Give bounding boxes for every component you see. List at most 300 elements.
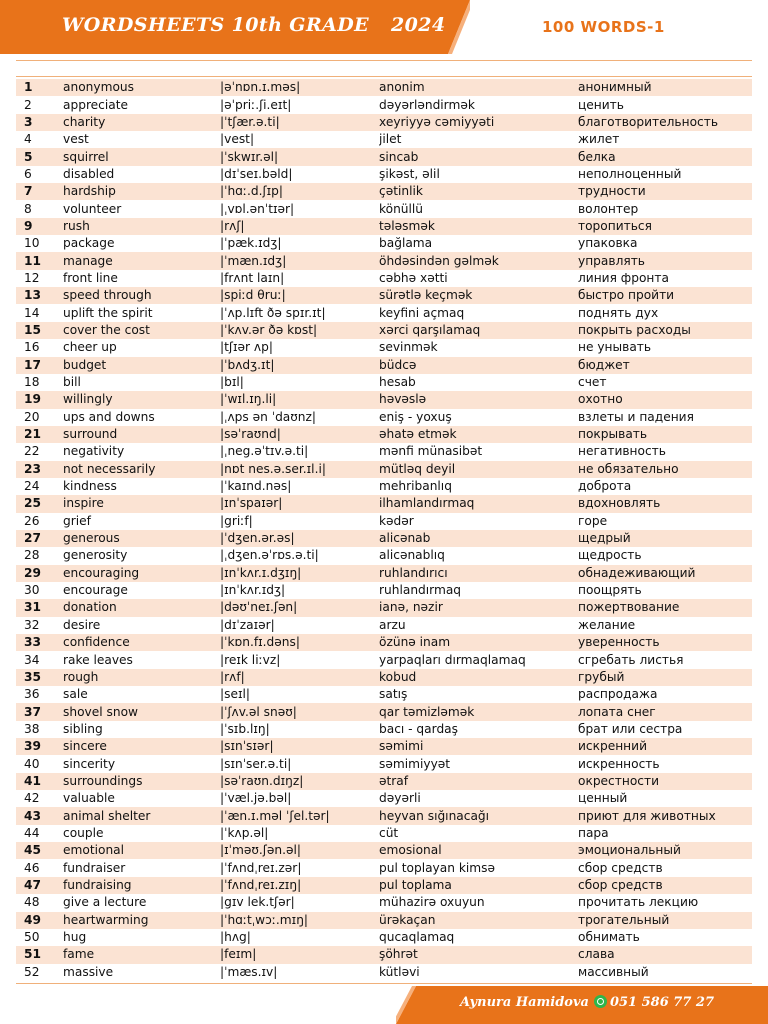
pronunciation: |əˈpriː.ʃi.eɪt| bbox=[220, 97, 292, 112]
russian-translation: желание bbox=[578, 617, 636, 632]
word-number: 51 bbox=[16, 946, 63, 963]
russian-translation: доброта bbox=[578, 479, 632, 494]
azerbaijani-translation: özünə inam bbox=[379, 634, 578, 651]
table-row bbox=[16, 547, 752, 564]
azerbaijani-translation: büdcə bbox=[379, 357, 578, 374]
azerbaijani-translation: tələsmək bbox=[379, 218, 578, 235]
russian-translation: покрыть расходы bbox=[578, 322, 752, 339]
word-number: 8 bbox=[24, 201, 32, 216]
russian-translation: эмоциональный bbox=[578, 842, 752, 859]
pronunciation: |ˈtʃær.ə.ti| bbox=[220, 114, 379, 131]
russian-translation: управлять bbox=[578, 252, 752, 269]
azerbaijani-translation: səmimi bbox=[379, 738, 578, 755]
russian-translation: искренность bbox=[578, 756, 660, 771]
word-number: 16 bbox=[24, 340, 40, 355]
table-row bbox=[16, 443, 752, 460]
table-row bbox=[16, 166, 752, 183]
pronunciation: |ˈkʌp.əl| bbox=[220, 825, 269, 840]
english-word: grief bbox=[63, 513, 91, 528]
azerbaijani-translation: emosional bbox=[379, 842, 578, 859]
russian-translation: взлеты и падения bbox=[578, 409, 694, 424]
table-row bbox=[16, 374, 752, 391]
table-row bbox=[16, 79, 752, 96]
page-title bbox=[62, 14, 446, 36]
russian-translation: сбор средств bbox=[578, 877, 752, 894]
azerbaijani-translation: çətinlik bbox=[379, 183, 578, 200]
word-number: 2 bbox=[24, 97, 32, 112]
english-word: hug bbox=[63, 930, 87, 945]
english-word: surroundings bbox=[63, 773, 220, 790]
azerbaijani-translation: qar təmizləmək bbox=[379, 703, 578, 720]
table-row bbox=[16, 599, 752, 616]
azerbaijani-translation: səmimiyyət bbox=[379, 756, 451, 771]
russian-translation: анонимный bbox=[578, 79, 752, 96]
pronunciation: |ˈfʌndˌreɪ.zɪŋ| bbox=[220, 877, 379, 894]
whatsapp-icon bbox=[594, 995, 607, 1008]
word-number: 43 bbox=[16, 807, 63, 824]
word-number: 15 bbox=[16, 322, 63, 339]
russian-translation: бюджет bbox=[578, 357, 752, 374]
table-row bbox=[16, 565, 752, 582]
english-word: uplift the spirit bbox=[63, 305, 153, 320]
russian-translation: ценить bbox=[578, 97, 624, 112]
russian-translation: лопата снег bbox=[578, 703, 752, 720]
russian-translation: брат или сестра bbox=[578, 721, 683, 736]
table-row bbox=[16, 686, 752, 703]
table-row bbox=[16, 669, 752, 686]
azerbaijani-translation: mənfi münasibət bbox=[379, 444, 483, 459]
table-row bbox=[16, 807, 752, 824]
russian-translation: охотно bbox=[578, 391, 752, 408]
english-word: not necessarily bbox=[63, 461, 220, 478]
table-row bbox=[16, 859, 752, 876]
azerbaijani-translation: dəyərləndirmək bbox=[379, 97, 475, 112]
azerbaijani-translation: alicənablıq bbox=[379, 548, 445, 563]
english-word: front line bbox=[63, 270, 118, 285]
russian-translation: грубый bbox=[578, 669, 752, 686]
word-number: 21 bbox=[16, 426, 63, 443]
english-word: cover the cost bbox=[63, 322, 220, 339]
english-word: disabled bbox=[63, 166, 115, 181]
english-word: massive bbox=[63, 964, 114, 979]
azerbaijani-translation: anonim bbox=[379, 79, 578, 96]
footer-credit bbox=[460, 995, 714, 1010]
table-row bbox=[16, 721, 752, 738]
pronunciation: |səˈraʊnd| bbox=[220, 426, 379, 443]
pronunciation: |hʌg| bbox=[220, 930, 251, 945]
english-word: squirrel bbox=[63, 148, 220, 165]
russian-translation: окрестности bbox=[578, 773, 752, 790]
word-number: 3 bbox=[16, 114, 63, 131]
table-row bbox=[16, 703, 752, 720]
english-word: rough bbox=[63, 669, 220, 686]
pronunciation: |bɪl| bbox=[220, 375, 244, 390]
table-row bbox=[16, 304, 752, 321]
pronunciation: |seɪl| bbox=[220, 687, 250, 702]
pronunciation: |ˈbʌdʒ.ɪt| bbox=[220, 357, 379, 374]
russian-translation: поощрять bbox=[578, 583, 642, 598]
azerbaijani-translation: həvəslə bbox=[379, 391, 578, 408]
pronunciation: |rʌʃ| bbox=[220, 218, 379, 235]
word-number: 49 bbox=[16, 912, 63, 929]
russian-translation: щедрость bbox=[578, 548, 642, 563]
word-number: 27 bbox=[16, 530, 63, 547]
english-word: bill bbox=[63, 375, 81, 390]
word-number: 28 bbox=[24, 548, 40, 563]
word-number: 9 bbox=[16, 218, 63, 235]
table-row bbox=[16, 252, 752, 269]
english-word: donation bbox=[63, 599, 220, 616]
page-subtitle: 100 WORDS-1 bbox=[542, 18, 665, 36]
azerbaijani-translation: hesab bbox=[379, 375, 416, 390]
table-row bbox=[16, 235, 752, 252]
english-word: vest bbox=[63, 132, 89, 147]
english-word: desire bbox=[63, 617, 101, 632]
english-word: fundraiser bbox=[63, 860, 126, 875]
english-word: negativity bbox=[63, 444, 125, 459]
russian-translation: сгребать листья bbox=[578, 652, 684, 667]
azerbaijani-translation: ruhlandırıcı bbox=[379, 565, 578, 582]
azerbaijani-translation: ianə, nəzir bbox=[379, 599, 578, 616]
pronunciation: |ˈdʒen.ər.əs| bbox=[220, 530, 379, 547]
pronunciation: |gɪv lek.tʃər| bbox=[220, 895, 295, 910]
word-number: 34 bbox=[24, 652, 40, 667]
russian-translation: прочитать лекцию bbox=[578, 895, 699, 910]
vocabulary-rows bbox=[16, 79, 752, 981]
word-number: 13 bbox=[16, 287, 63, 304]
word-number: 32 bbox=[24, 617, 40, 632]
russian-translation: упаковка bbox=[578, 236, 638, 251]
russian-translation: уверенность bbox=[578, 634, 752, 651]
pronunciation: |ˈhɑːtˌwɔː.mɪŋ| bbox=[220, 912, 379, 929]
azerbaijani-translation: xərci qarşılamaq bbox=[379, 322, 578, 339]
title-text: WORDSHEETS 10th GRADE bbox=[62, 14, 370, 36]
pronunciation: |ˈmæs.ɪv| bbox=[220, 964, 278, 979]
english-word: encouraging bbox=[63, 565, 220, 582]
word-number: 25 bbox=[16, 495, 63, 512]
author-name: Aynura Hamidova bbox=[460, 995, 589, 1010]
table-row bbox=[16, 582, 752, 599]
english-word: rake leaves bbox=[63, 652, 133, 667]
russian-translation: вдохновлять bbox=[578, 495, 752, 512]
english-word: kindness bbox=[63, 479, 117, 494]
phone-number: 051 586 77 27 bbox=[609, 995, 714, 1010]
azerbaijani-translation: öhdəsindən gəlmək bbox=[379, 252, 578, 269]
english-word: generous bbox=[63, 530, 220, 547]
azerbaijani-translation: pul toplama bbox=[379, 877, 578, 894]
pronunciation: |ˈvæl.jə.bəl| bbox=[220, 791, 292, 806]
english-word: anonymous bbox=[63, 79, 220, 96]
table-row bbox=[16, 773, 752, 790]
azerbaijani-translation: şöhrət bbox=[379, 946, 578, 963]
russian-translation: не унывать bbox=[578, 340, 652, 355]
word-number: 36 bbox=[24, 687, 40, 702]
russian-translation: обнимать bbox=[578, 930, 640, 945]
azerbaijani-translation: qucaqlamaq bbox=[379, 930, 455, 945]
pronunciation: |səˈraʊn.dɪŋz| bbox=[220, 773, 379, 790]
pronunciation: |nɒt nes.ə.ser.ɪl.i| bbox=[220, 461, 379, 478]
azerbaijani-translation: keyfini açmaq bbox=[379, 305, 465, 320]
pronunciation: |vest| bbox=[220, 132, 255, 147]
pronunciation: |ˈmæn.ɪdʒ| bbox=[220, 252, 379, 269]
table-row bbox=[16, 478, 752, 495]
pronunciation: |ˌʌps ən ˈdaʊnz| bbox=[220, 409, 317, 424]
pronunciation: |dəʊˈneɪ.ʃən| bbox=[220, 599, 379, 616]
table-row bbox=[16, 634, 752, 651]
table-row bbox=[16, 842, 752, 859]
vocabulary-table bbox=[16, 79, 752, 981]
pronunciation: |ˈsɪb.lɪŋ| bbox=[220, 721, 270, 736]
table-row bbox=[16, 391, 752, 408]
word-number: 6 bbox=[24, 166, 32, 181]
word-number: 45 bbox=[16, 842, 63, 859]
english-word: give a lecture bbox=[63, 895, 147, 910]
azerbaijani-translation: mühazirə oxuyun bbox=[379, 895, 485, 910]
russian-translation: поднять дух bbox=[578, 305, 659, 320]
russian-translation: массивный bbox=[578, 964, 649, 979]
word-number: 10 bbox=[24, 236, 40, 251]
word-number: 31 bbox=[16, 599, 63, 616]
table-row bbox=[16, 651, 752, 668]
word-number: 1 bbox=[16, 79, 63, 96]
english-word: generosity bbox=[63, 548, 128, 563]
word-number: 35 bbox=[16, 669, 63, 686]
pronunciation: |ˈskwɪr.əl| bbox=[220, 148, 379, 165]
russian-translation: белка bbox=[578, 148, 752, 165]
word-number: 17 bbox=[16, 357, 63, 374]
word-number: 48 bbox=[24, 895, 40, 910]
table-row bbox=[16, 825, 752, 842]
english-word: sale bbox=[63, 687, 88, 702]
pronunciation: |ˈfʌndˌreɪ.zər| bbox=[220, 860, 302, 875]
table-row bbox=[16, 790, 752, 807]
russian-translation: не обязательно bbox=[578, 461, 752, 478]
english-word: confidence bbox=[63, 634, 220, 651]
table-row bbox=[16, 357, 752, 374]
russian-translation: горе bbox=[578, 513, 608, 528]
azerbaijani-translation: bağlama bbox=[379, 236, 433, 251]
russian-translation: благотворительность bbox=[578, 114, 752, 131]
table-row bbox=[16, 322, 752, 339]
pronunciation: |sɪnˈsɪər| bbox=[220, 738, 379, 755]
azerbaijani-translation: bacı - qardaş bbox=[379, 721, 458, 736]
word-number: 30 bbox=[24, 583, 40, 598]
azerbaijani-translation: sincab bbox=[379, 148, 578, 165]
english-word: hardship bbox=[63, 183, 220, 200]
table-row bbox=[16, 495, 752, 512]
table-top-divider bbox=[16, 76, 752, 77]
table-row bbox=[16, 964, 752, 981]
azerbaijani-translation: sürətlə keçmək bbox=[379, 287, 578, 304]
pronunciation: |ɪnˈspaɪər| bbox=[220, 495, 379, 512]
azerbaijani-translation: satış bbox=[379, 687, 408, 702]
table-row bbox=[16, 877, 752, 894]
word-number: 24 bbox=[24, 479, 40, 494]
word-number: 46 bbox=[24, 860, 40, 875]
english-word: shovel snow bbox=[63, 703, 220, 720]
title-year: 2024 bbox=[391, 14, 446, 36]
word-number: 7 bbox=[16, 183, 63, 200]
pronunciation: |dɪˈseɪ.bəld| bbox=[220, 166, 293, 181]
table-row bbox=[16, 183, 752, 200]
azerbaijani-translation: pul toplayan kimsə bbox=[379, 860, 495, 875]
bottom-divider bbox=[16, 983, 752, 984]
english-word: charity bbox=[63, 114, 220, 131]
pronunciation: |feɪm| bbox=[220, 946, 379, 963]
pronunciation: |tʃɪər ʌp| bbox=[220, 340, 273, 355]
table-row bbox=[16, 426, 752, 443]
table-row bbox=[16, 894, 752, 911]
english-word: sincerity bbox=[63, 756, 116, 771]
english-word: heartwarming bbox=[63, 912, 220, 929]
table-row bbox=[16, 530, 752, 547]
azerbaijani-translation: şikəst, əlil bbox=[379, 166, 440, 181]
azerbaijani-translation: kobud bbox=[379, 669, 578, 686]
pronunciation: |ɪnˈkʌr.ɪdʒ| bbox=[220, 583, 286, 598]
english-word: budget bbox=[63, 357, 220, 374]
pronunciation: |əˈnɒn.ɪ.məs| bbox=[220, 79, 379, 96]
table-row bbox=[16, 287, 752, 304]
table-row bbox=[16, 617, 752, 634]
azerbaijani-translation: xeyriyyə cəmiyyəti bbox=[379, 114, 578, 131]
word-number: 29 bbox=[16, 565, 63, 582]
russian-translation: сбор средств bbox=[578, 860, 663, 875]
azerbaijani-translation: dəyərli bbox=[379, 791, 421, 806]
russian-translation: быстро пройти bbox=[578, 287, 752, 304]
russian-translation: линия фронта bbox=[578, 270, 669, 285]
english-word: volunteer bbox=[63, 201, 122, 216]
azerbaijani-translation: mehribanlıq bbox=[379, 479, 452, 494]
azerbaijani-translation: ətraf bbox=[379, 773, 578, 790]
pronunciation: |reɪk liːvz| bbox=[220, 652, 281, 667]
azerbaijani-translation: ürəkaçan bbox=[379, 912, 578, 929]
word-number: 18 bbox=[24, 375, 40, 390]
russian-translation: пожертвование bbox=[578, 599, 752, 616]
english-word: rush bbox=[63, 218, 220, 235]
word-number: 39 bbox=[16, 738, 63, 755]
azerbaijani-translation: ilhamlandırmaq bbox=[379, 495, 578, 512]
pronunciation: |spiːd θruː| bbox=[220, 287, 379, 304]
russian-translation: обнадеживающий bbox=[578, 565, 752, 582]
english-word: package bbox=[63, 236, 115, 251]
word-number: 42 bbox=[24, 791, 40, 806]
azerbaijani-translation: mütləq deyil bbox=[379, 461, 578, 478]
english-word: fundraising bbox=[63, 877, 220, 894]
table-row bbox=[16, 96, 752, 113]
pronunciation: |sɪnˈser.ə.ti| bbox=[220, 756, 292, 771]
english-word: sincere bbox=[63, 738, 220, 755]
word-number: 33 bbox=[16, 634, 63, 651]
pronunciation: |ˈæn.ɪ.məl ˈʃel.tər| bbox=[220, 807, 379, 824]
pronunciation: |ˈhɑː.d.ʃɪp| bbox=[220, 183, 379, 200]
table-row bbox=[16, 218, 752, 235]
russian-translation: приют для животных bbox=[578, 807, 752, 824]
pronunciation: |rʌf| bbox=[220, 669, 379, 686]
top-divider bbox=[16, 60, 752, 61]
azerbaijani-translation: ruhlandırmaq bbox=[379, 583, 462, 598]
russian-translation: пара bbox=[578, 825, 609, 840]
russian-translation: неполноценный bbox=[578, 166, 682, 181]
english-word: ups and downs bbox=[63, 409, 155, 424]
word-number: 19 bbox=[16, 391, 63, 408]
english-word: emotional bbox=[63, 842, 220, 859]
russian-translation: распродажа bbox=[578, 687, 658, 702]
pronunciation: |ɪnˈkʌr.ɪ.dʒɪŋ| bbox=[220, 565, 379, 582]
table-row bbox=[16, 912, 752, 929]
azerbaijani-translation: eniş - yoxuş bbox=[379, 409, 452, 424]
pronunciation: |ˈkaɪnd.nəs| bbox=[220, 479, 292, 494]
russian-translation: жилет bbox=[578, 132, 620, 147]
word-number: 52 bbox=[24, 964, 40, 979]
azerbaijani-translation: cəbhə xətti bbox=[379, 270, 448, 285]
russian-translation: ценный bbox=[578, 791, 628, 806]
russian-translation: щедрый bbox=[578, 530, 752, 547]
english-word: encourage bbox=[63, 583, 128, 598]
pronunciation: |griːf| bbox=[220, 513, 253, 528]
english-word: willingly bbox=[63, 391, 220, 408]
word-number: 38 bbox=[24, 721, 40, 736]
azerbaijani-translation: yarpaqları dırmaqlamaq bbox=[379, 652, 526, 667]
table-row bbox=[16, 929, 752, 946]
russian-translation: слава bbox=[578, 946, 752, 963]
pronunciation: |ɪˈməʊ.ʃən.əl| bbox=[220, 842, 379, 859]
pronunciation: |ˈʌp.lɪft ðə spɪr.ɪt| bbox=[220, 305, 326, 320]
table-row bbox=[16, 114, 752, 131]
word-number: 50 bbox=[24, 930, 40, 945]
russian-translation: счет bbox=[578, 375, 607, 390]
english-word: valuable bbox=[63, 791, 115, 806]
english-word: cheer up bbox=[63, 340, 117, 355]
azerbaijani-translation: jilet bbox=[379, 132, 402, 147]
russian-translation: торопиться bbox=[578, 218, 752, 235]
word-number: 22 bbox=[24, 444, 40, 459]
azerbaijani-translation: kədər bbox=[379, 513, 414, 528]
azerbaijani-translation: cüt bbox=[379, 825, 399, 840]
english-word: animal shelter bbox=[63, 807, 220, 824]
russian-translation: волонтер bbox=[578, 201, 639, 216]
word-number: 26 bbox=[24, 513, 40, 528]
english-word: couple bbox=[63, 825, 104, 840]
pronunciation: |dɪˈzaɪər| bbox=[220, 617, 275, 632]
azerbaijani-translation: sevinmək bbox=[379, 340, 438, 355]
pronunciation: |ˈpæk.ɪdʒ| bbox=[220, 236, 282, 251]
table-row bbox=[16, 409, 752, 426]
word-number: 14 bbox=[24, 305, 40, 320]
word-number: 4 bbox=[24, 132, 32, 147]
english-word: sibling bbox=[63, 721, 103, 736]
azerbaijani-translation: könüllü bbox=[379, 201, 424, 216]
pronunciation: |frʌnt laɪn| bbox=[220, 270, 285, 285]
word-number: 40 bbox=[24, 756, 40, 771]
word-number: 20 bbox=[24, 409, 40, 424]
word-number: 5 bbox=[16, 148, 63, 165]
pronunciation: |ˌvɒl.ənˈtɪər| bbox=[220, 201, 295, 216]
russian-translation: трудности bbox=[578, 183, 752, 200]
table-row bbox=[16, 148, 752, 165]
word-number: 47 bbox=[16, 877, 63, 894]
word-number: 37 bbox=[16, 703, 63, 720]
pronunciation: |ˈkʌv.ər ðə kɒst| bbox=[220, 322, 379, 339]
word-number: 12 bbox=[24, 270, 40, 285]
table-row bbox=[16, 131, 752, 148]
russian-translation: негативность bbox=[578, 444, 666, 459]
word-number: 11 bbox=[16, 252, 63, 269]
table-row bbox=[16, 339, 752, 356]
english-word: manage bbox=[63, 252, 220, 269]
english-word: appreciate bbox=[63, 97, 129, 112]
table-row bbox=[16, 946, 752, 963]
russian-translation: трогательный bbox=[578, 912, 752, 929]
